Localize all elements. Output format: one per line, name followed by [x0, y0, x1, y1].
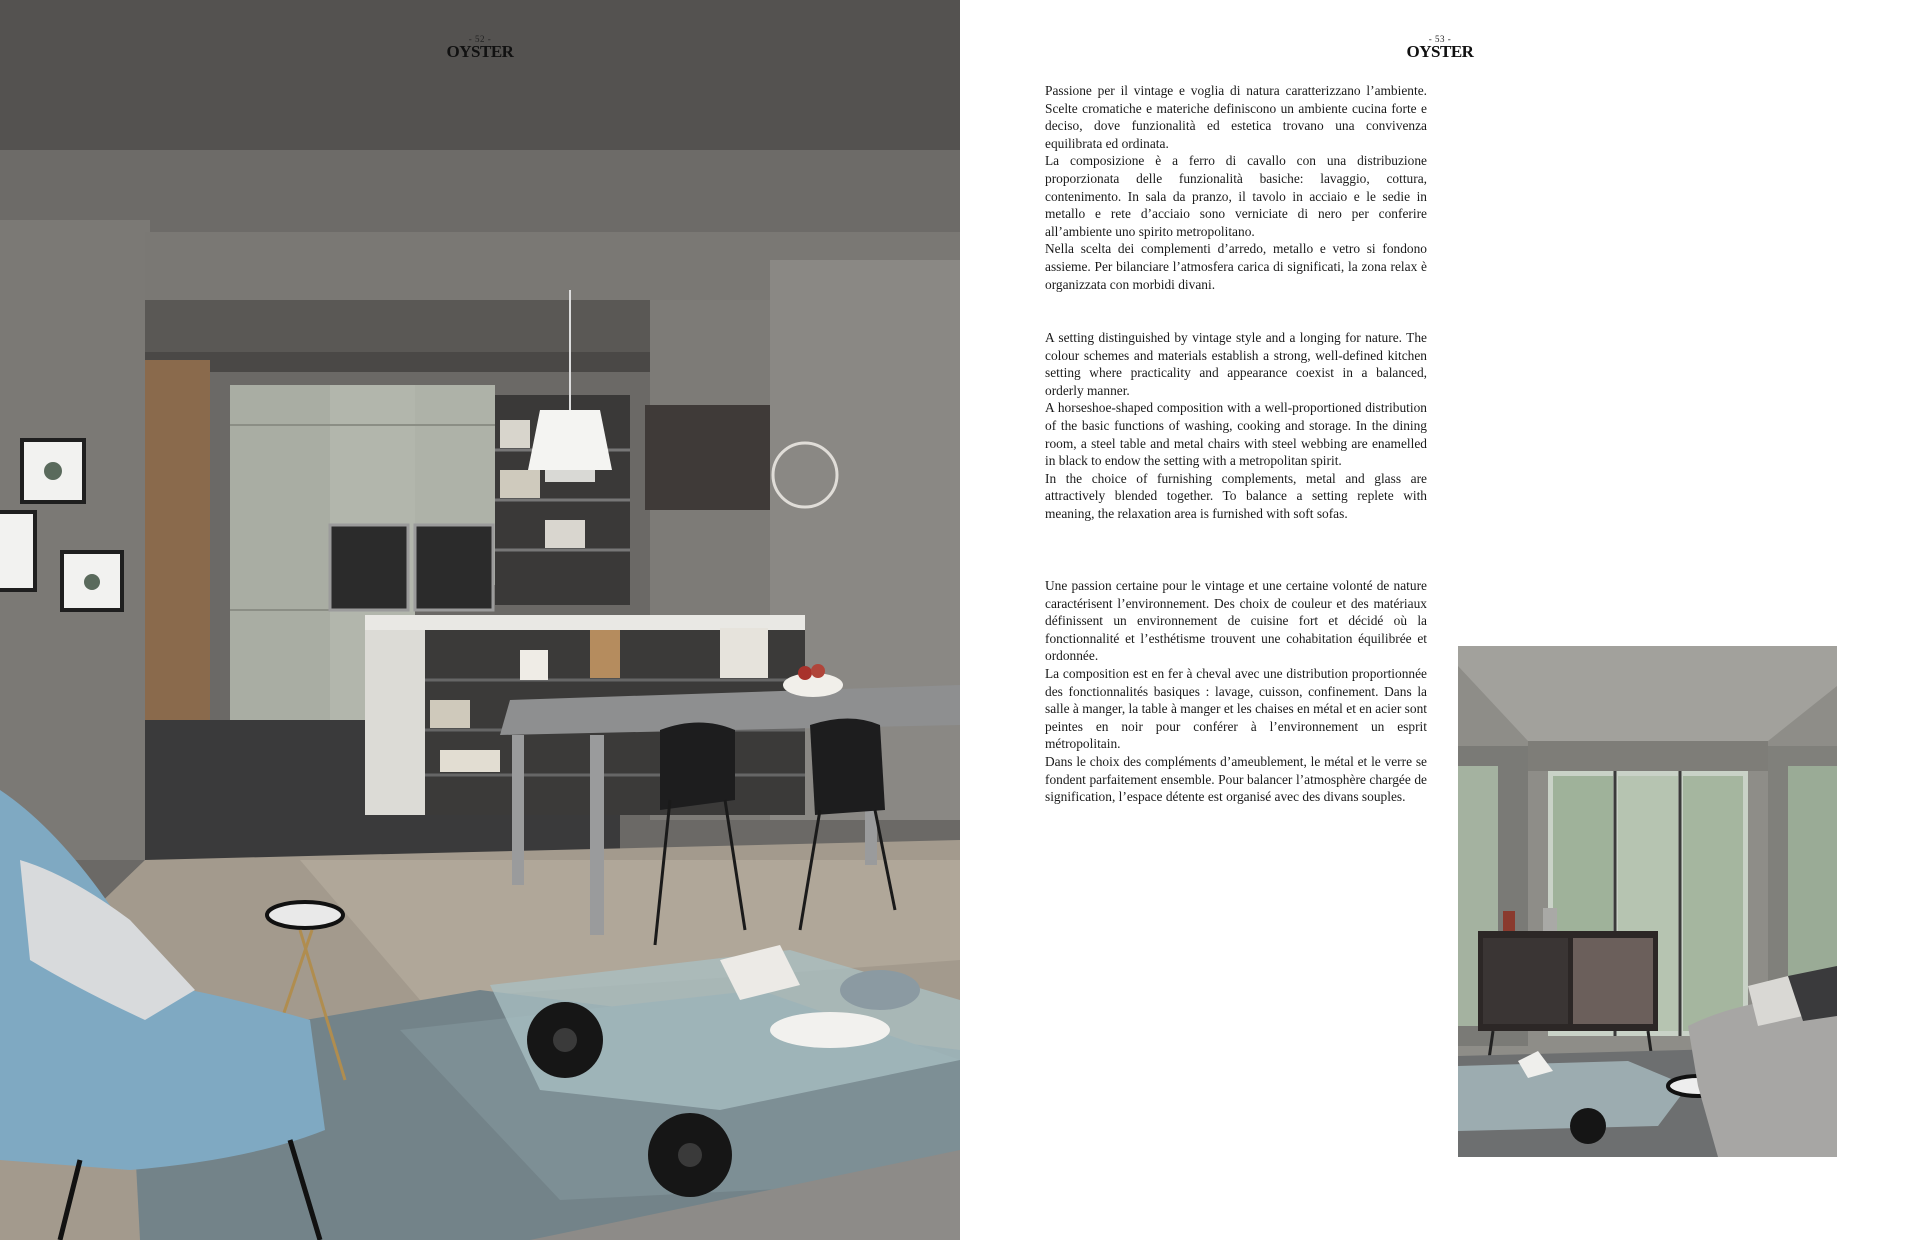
paragraph-it-3: Nella scelta dei complementi d’arredo, metallo e vetro si fondono assieme. Per bilanciare l’atmosfera carica di significati, la zona relax è organizzata con morbidi divani.: [1045, 241, 1427, 292]
paragraph-it-2: La composizione è a ferro di cavallo con una distribuzione proporzionata delle funzionalità basiche: lavaggio, cottura, contenimento. In sala da pranzo, il tavolo in acciaio e le sedie in metallo e rete d’acciaio sono verniciate di nero per conferire all’ambiente uno spirito metropolitano.: [1045, 153, 1427, 239]
page-number-right: - 53 -: [1428, 34, 1452, 44]
paragraph-it-1: Passione per il vintage e voglia di natura caratterizzano l’ambiente. Scelte cromatiche e materiche definiscono un ambiente cucina forte e deciso, dove funzionalità ed estetica trovano una convivenza equilibrata ed ordinata.: [1045, 83, 1427, 151]
paragraph-fr-1: Une passion certaine pour le vintage et une certaine volonté de nature caractérisent l’environnement. Des choix de couleur et des matériaux définissent un environnement de cuisine fort et décidé où la fonctionnalité et l’esthétisme trouvent une cohabitation équilibrée et ordonnée.: [1045, 578, 1427, 664]
paragraph-en-2: A horseshoe-shaped composition with a well-proportioned distribution of the basic functions of washing, cooking and storage. In the dining room, a steel table and metal chairs with steel webbing are enamelled in black to endow the setting with a metropolitan spirit.: [1045, 400, 1427, 469]
page-number-left: - 52 -: [468, 34, 492, 44]
page-header-right: [1400, 34, 1480, 60]
page-header-left: [440, 34, 520, 60]
paragraph-en-1: A setting distinguished by vintage style and a longing for nature. The colour schemes and materials establish a strong, well-defined kitchen setting where practicality and appearance coexist in a balanced, orderly manner.: [1045, 330, 1427, 398]
brand-logo-left: OYSTER: [446, 42, 514, 61]
paragraph-fr-2: La composition est en fer à cheval avec une distribution proportionnée des fonctionnalités basiques : lavage, cuisson, confinement. Dans la salle à manger, la table à manger et les chaises en métal et en acier sont peintes en noir pour conférer à l’environnement un esprit métropolitain.: [1045, 665, 1427, 752]
right-page: [960, 0, 1920, 1240]
brand-logo-right: OYSTER: [1406, 42, 1474, 61]
text-block-english: [1045, 329, 1427, 523]
living-room-sideboard-photo: [1458, 646, 1837, 1157]
text-block-french: [1045, 577, 1427, 806]
text-block-italian: [1045, 82, 1427, 293]
living-room-thumbnail: [1458, 646, 1837, 1157]
paragraph-fr-3: Dans le choix des compléments d’ameublement, le métal et le verre se fondent parfaitement ensemble. Pour balancer l’atmosphère chargée de signification, l’espace détente est organisé avec des divans souples.: [1045, 753, 1427, 805]
paragraph-en-3: In the choice of furnishing complements, metal and glass are attractively blended together. To balance a setting replete with meaning, the relaxation area is furnished with soft sofas.: [1045, 470, 1427, 521]
